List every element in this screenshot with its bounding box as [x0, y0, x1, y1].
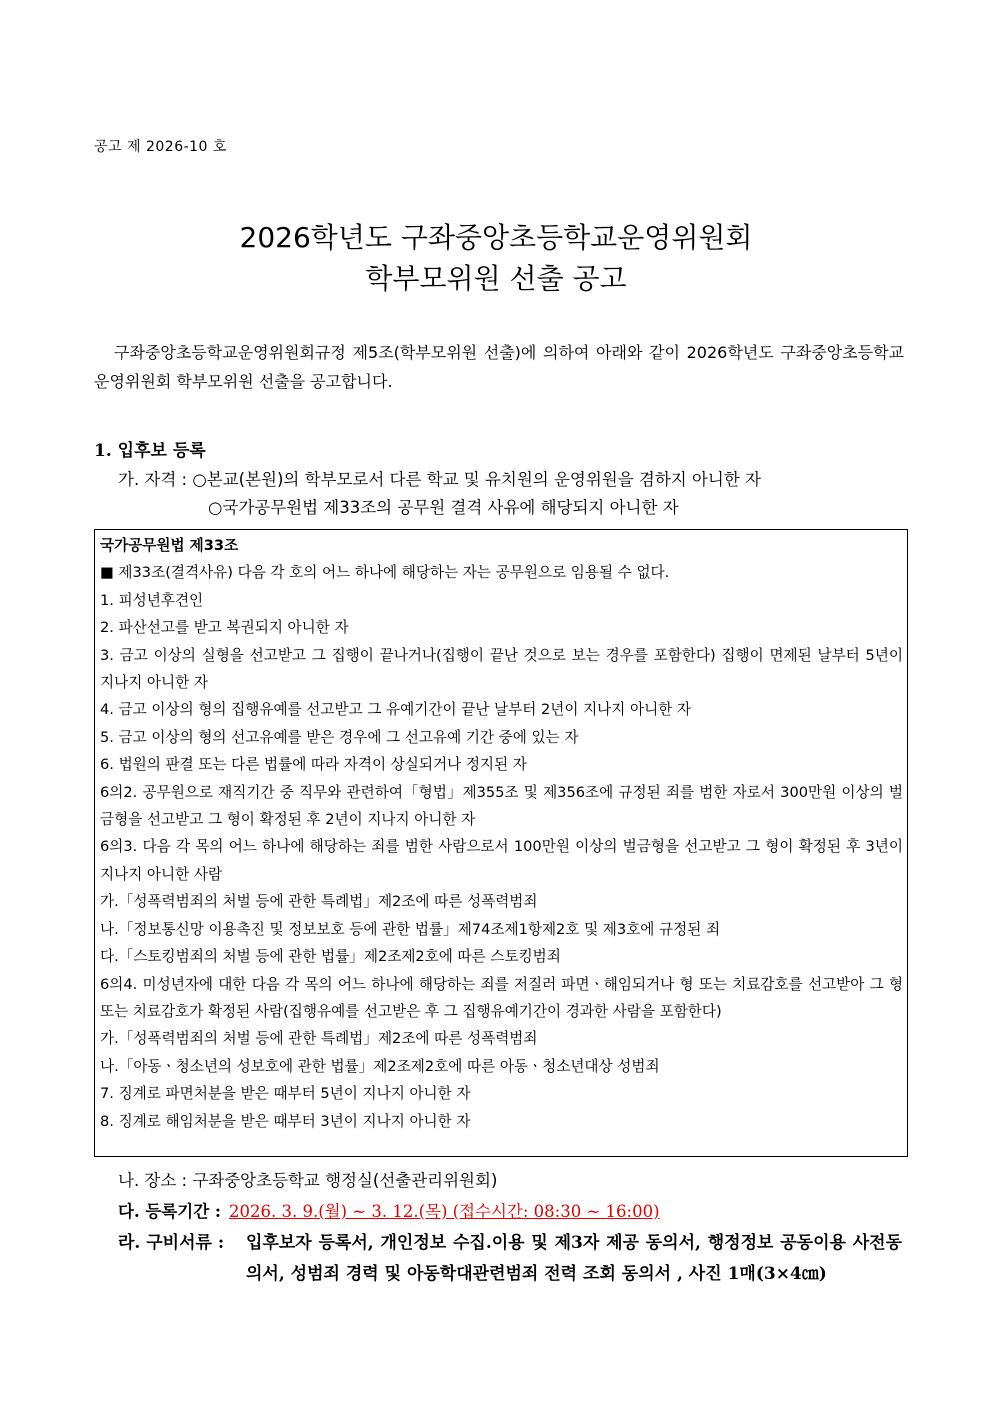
law-line: 7. 징계로 파면처분을 받은 때부터 5년이 지나지 아니한 자 [100, 1085, 471, 1103]
qualification [118, 466, 761, 522]
law-line: 8. 징계로 해임처분을 받은 때부터 3년이 지나지 아니한 자 [100, 1112, 471, 1130]
law-lines [100, 559, 903, 1135]
period-line [118, 1198, 660, 1222]
law-line: 다.「스토킹범죄의 처벌 등에 관한 법률」제2조제2호에 따른 스토킹범죄 [100, 948, 561, 966]
section-heading: 1. 입후보 등록 [94, 441, 206, 461]
page-title-line1: 2026학년도 구좌중앙초등학교운영위원회 [239, 221, 753, 254]
intro-paragraph [94, 338, 904, 396]
law-line: 1. 피성년후견인 [100, 591, 204, 609]
law-line: 4. 금고 이상의 형의 집행유예를 선고받고 그 유예기간이 끝난 날부터 2년이 지나지 아니한 자 [100, 701, 692, 719]
notice-number: 공고 제 2026-10 호 [94, 139, 227, 155]
qualification-label: 가. 자격 : [118, 470, 193, 489]
law-line: 나.「아동ㆍ청소년의 성보호에 관한 법률」제2조제2호에 따른 아동ㆍ청소년대상 성범죄 [100, 1057, 660, 1075]
law-box-title: 국가공무원법 제33조 [100, 537, 239, 554]
law-line: 6의3. 다음 각 목의 어느 하나에 해당하는 죄를 범한 사람으로서 100만원 이상의 벌금형을 선고받고 그 형이 확정된 후 3년이 지나지 아니한 사람 [100, 838, 903, 883]
law-line: 5. 금고 이상의 형의 선고유예를 받은 경우에 그 선고유예 기간 중에 있는 자 [100, 728, 579, 746]
documents-value: 입후보자 등록서, 개인정보 수집.이용 및 제3자 제공 동의서, 행정정보 공동이용 사전동의서, 성범죄 경력 및 아동학대관련범죄 전력 조회 동의서 , 사진 1매(3×4㎝) [246, 1233, 902, 1284]
law-line: 6의2. 공무원으로 재직기간 중 직무와 관련하여「형법」제355조 및 제356조에 규정된 죄를 범한 자로서 300만원 이상의 벌금형을 선고받고 그 형이 확정된 후 2년이 지나지 아니한 자 [100, 783, 903, 829]
law-line: 3. 금고 이상의 실형을 선고받고 그 집행이 끝나거나(집행이 끝난 것으로 보는 경우를 포함한다) 집행이 면제된 날부터 5년이 지나지 아니한 자 [100, 646, 903, 692]
law-line: 6의4. 미성년자에 대한 다음 각 목의 어느 하나에 해당하는 죄를 저질러 파면ㆍ해임되거나 형 또는 치료감호를 선고받아 그 형 또는 치료감호가 확정된 사람(집행유예를 선고받은 후 그 집행유예기간이 경과한 사람을 포함한다) [100, 975, 903, 1020]
law-line: 나.「정보통신망 이용촉진 및 정보보호 등에 관한 법률」제74조제1항제2호 및 제3호에 규정된 죄 [100, 920, 721, 938]
law-box [94, 529, 908, 1157]
law-line: 가.「성폭력범죄의 처벌 등에 관한 특례법」제2조에 따른 성폭력범죄 [100, 1030, 538, 1048]
period-label: 다. 등록기간 : [118, 1202, 222, 1221]
law-line: 2. 파산선고를 받고 복권되지 아니한 자 [100, 619, 349, 637]
period-value: 2026. 3. 9.(월) ~ 3. 12.(목) (접수시간: 08:30 ~ 16:00) [229, 1202, 660, 1221]
place-line: 나. 장소 : 구좌중앙초등학교 행정실(선출관리위원회) [118, 1171, 498, 1190]
law-line: 가.「성폭력범죄의 처벌 등에 관한 특례법」제2조에 따른 성폭력범죄 [100, 893, 538, 911]
page-title-line2: 학부모위원 선출 공고 [365, 262, 627, 295]
law-line: 6. 법원의 판결 또는 다른 법률에 따라 자격이 상실되거나 정지된 자 [100, 756, 527, 774]
intro-text: 구좌중앙초등학교운영위원회규정 제5조(학부모위원 선출)에 의하여 아래와 같이 2026학년도 구좌중앙초등학교운영위원회 학부모위원 선출을 공고합니다. [94, 343, 904, 391]
documents-line [118, 1228, 902, 1290]
qualification-row-1 [118, 466, 761, 494]
law-line: ■ 제33조(결격사유) 다음 각 호의 어느 하나에 해당하는 자는 공무원으로 임용될 수 없다. [100, 564, 670, 582]
qualification-line-2: ○국가공무원법 제33조의 공무원 결격 사유에 해당되지 아니한 자 [208, 498, 679, 517]
documents-label: 라. 구비서류 : [118, 1233, 225, 1253]
qualification-line-1: ○본교(본원)의 학부모로서 다른 학교 및 유치원의 운영위원을 겸하지 아니한 자 [192, 470, 761, 489]
